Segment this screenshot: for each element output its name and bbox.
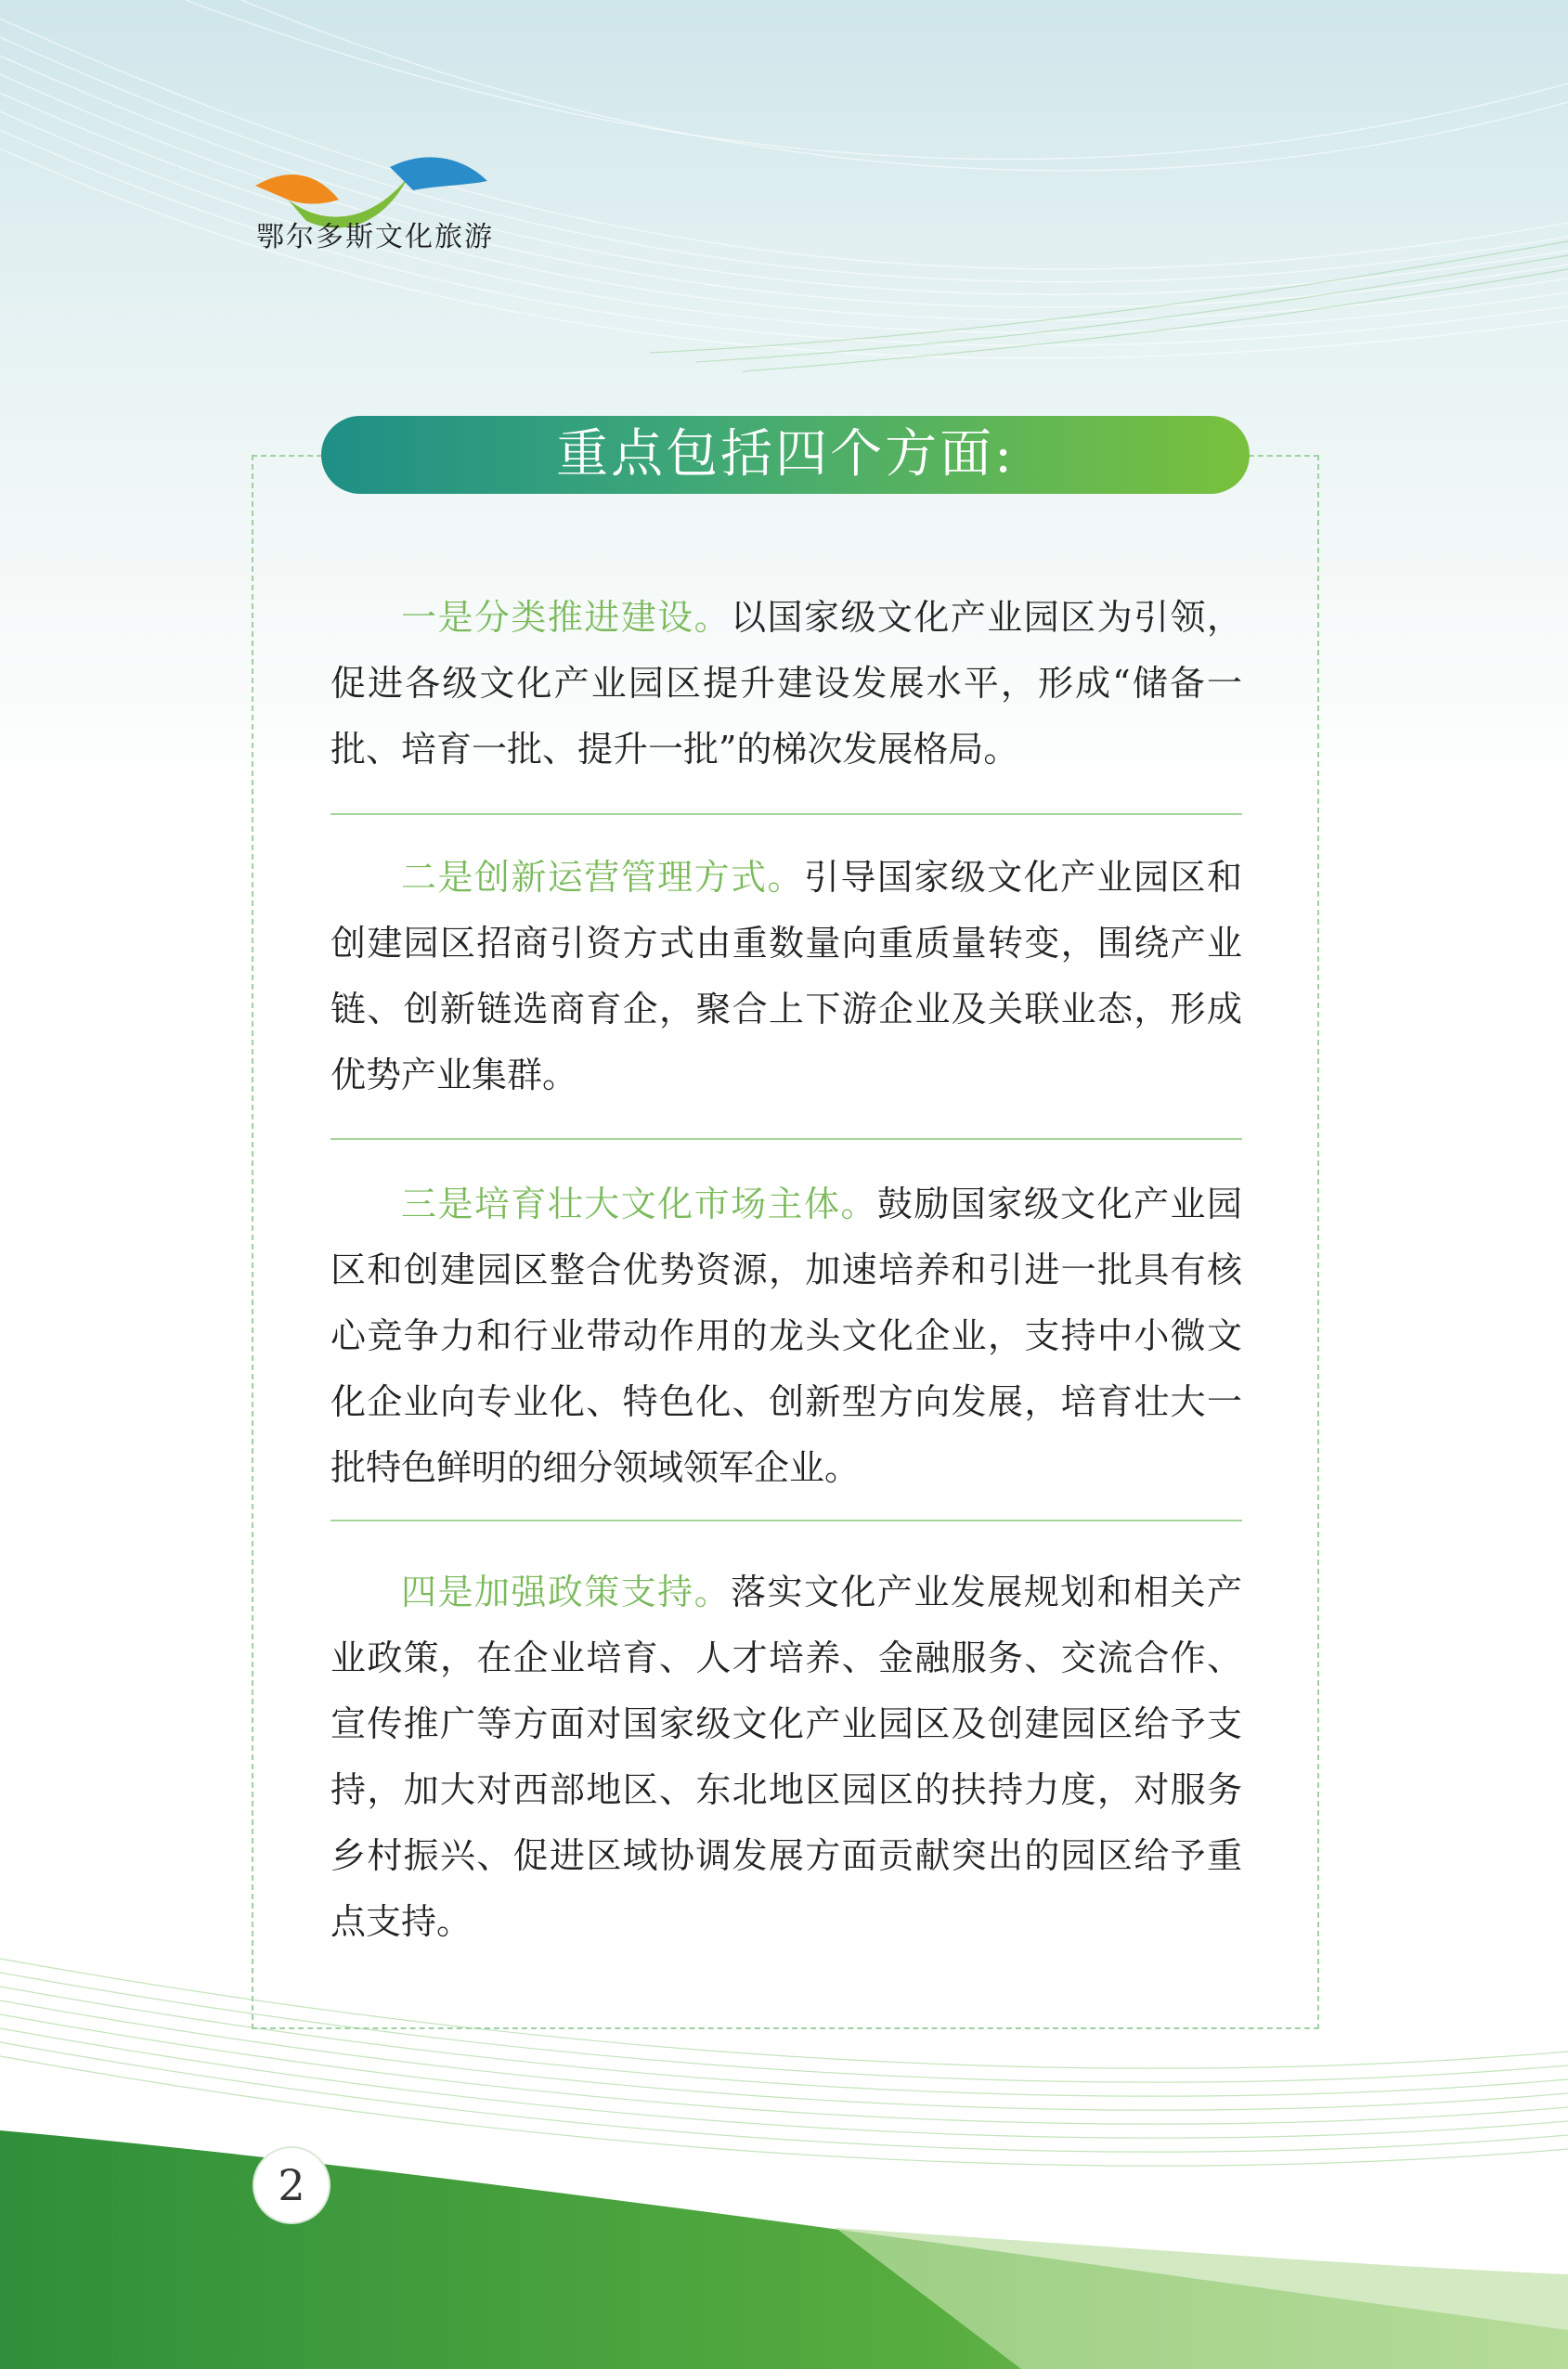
page-title: 重点包括四个方面: bbox=[321, 416, 1250, 494]
section-4 bbox=[330, 1560, 1242, 1955]
section-lead: 一是分类推进建设。 bbox=[401, 597, 732, 638]
section-3 bbox=[330, 1172, 1242, 1501]
section-body: 以国家级文化产业园区为引领，促进各级文化产业园区提升建设发展水平，形成“储备一批、培育一批、提升一批”的梯次发展格局。 bbox=[330, 597, 1242, 770]
section-lead: 三是培育壮大文化市场主体。 bbox=[401, 1184, 877, 1224]
section-body: 引导国家级文化产业园区和创建园区招商引资方式由重数量向重质量转变，围绕产业链、创新链选商育企，聚合上下游企业及关联业态，形成优势产业集群。 bbox=[330, 857, 1242, 1095]
section-2 bbox=[330, 845, 1242, 1108]
section-1 bbox=[330, 585, 1242, 783]
page-number: 2 bbox=[253, 2146, 330, 2224]
section-divider bbox=[330, 1138, 1242, 1140]
section-body: 落实文化产业发展规划和相关产业政策，在企业培育、人才培养、金融服务、交流合作、宣传推广等方面对国家级文化产业园区及创建园区给予支持，加大对西部地区、东北地区园区的扶持力度，对服务乡村振兴、促进区域协调发展方面贡献突出的园区给予重点支持。 bbox=[330, 1572, 1242, 1942]
section-lead: 二是创新运营管理方式。 bbox=[401, 857, 804, 898]
section-body: 鼓励国家级文化产业园区和创建园区整合优势资源，加速培养和引进一批具有核心竞争力和行业带动作用的龙头文化企业，支持中小微文化企业向专业化、特色化、创新型方向发展，培育壮大一批特色鲜明的细分领域领军企业。 bbox=[330, 1184, 1242, 1488]
brand-logo-text: 鄂尔多斯文化旅游 bbox=[256, 221, 494, 253]
section-divider bbox=[330, 813, 1242, 815]
section-lead: 四是加强政策支持。 bbox=[401, 1572, 732, 1612]
section-divider bbox=[330, 1520, 1242, 1521]
